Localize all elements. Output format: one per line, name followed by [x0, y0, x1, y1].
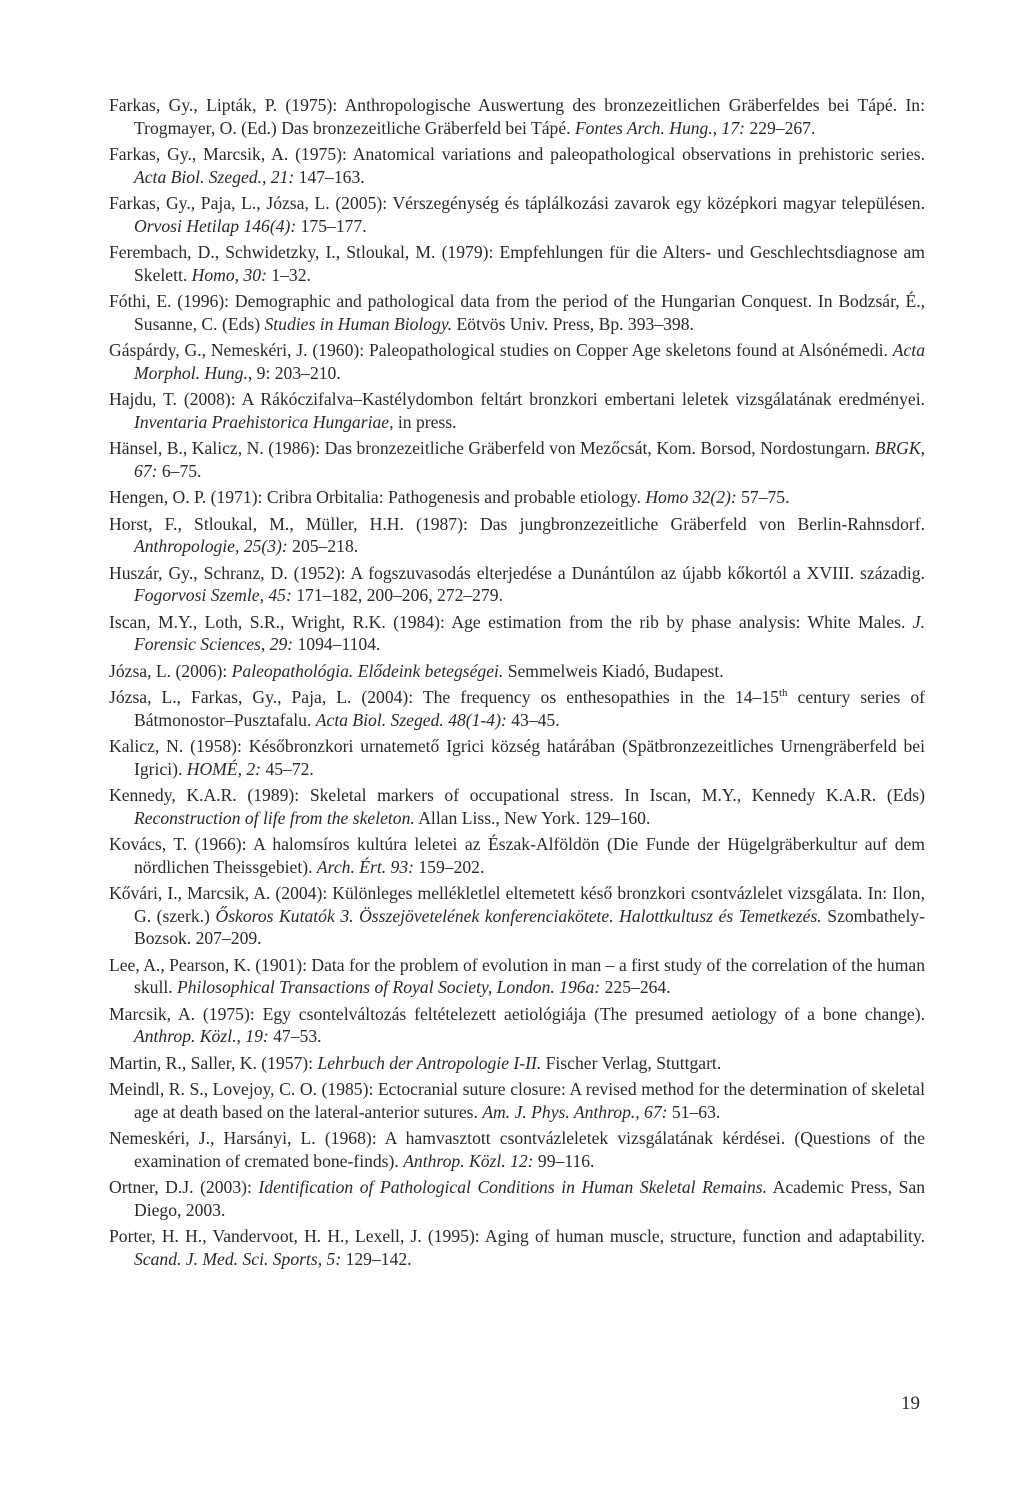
- reference-source: Fogorvosi Szemle, 45:: [134, 585, 292, 605]
- reference-source: Anthropologie, 25(3):: [134, 536, 288, 556]
- reference-text: Farkas, Gy., Paja, L., Józsa, L. (2005): Vérszegénység és táplálkozási zavarok egy középkori magyar településen.: [109, 193, 925, 213]
- reference-text: Eötvös Univ. Press, Bp. 393–398.: [452, 313, 694, 334]
- reference-text: 171–182, 200–206, 272–279.: [291, 585, 503, 605]
- reference-source: Reconstruction of life from the skeleton.: [134, 807, 415, 828]
- reference-text: Iscan, M.Y., Loth, S.R., Wright, R.K. (1984): Age estimation from the rib by phase analysis: White Males.: [109, 611, 913, 632]
- reference-text: Martin, R., Saller, K. (1957):: [109, 1052, 318, 1073]
- reference-text: Huszár, Gy., Schranz, D. (1952): A fogszuvasodás elterjedése a Dunántúlon az újabb kőkortól a XVIII. századig.: [109, 562, 925, 583]
- reference-source: J. Forensic Sciences, 29:: [134, 611, 925, 654]
- reference-text: Marcsik, A. (1975): Egy csontelváltozás feltételezett aetiológiája (The presumed aetiology of a bone change).: [109, 1003, 925, 1024]
- reference-text: Nemeskéri, J., Harsányi, L. (1968): A hamvasztott csontvázleletek vizsgálatának kérdései. (Questions of the examination of cremated bone-finds).: [109, 1128, 925, 1171]
- reference-entry: [109, 1176, 925, 1221]
- reference-text: 205–218.: [287, 536, 359, 556]
- reference-text: Kalicz, N. (1958): Későbronzkori urnatemető Igrici község határában (Spätbronzezeitliches Urnengräberfeld bei Igrici).: [109, 736, 925, 779]
- reference-entry: [109, 241, 925, 286]
- reference-text: Horst, F., Stloukal, M., Müller, H.H. (1987): Das jungbronzezeitliche Gräberfeld von Berlin-Rahnsdorf.: [109, 513, 925, 534]
- reference-entry: [109, 513, 925, 558]
- reference-source: Acta Morphol. Hung.: [134, 340, 925, 383]
- reference-text: 1094–1104.: [293, 634, 381, 654]
- reference-entry: [109, 143, 925, 188]
- reference-source: BRGK, 67:: [134, 438, 925, 481]
- reference-entry: [109, 290, 925, 335]
- reference-source: Inventaria Praehistorica Hungariae,: [134, 411, 394, 432]
- reference-text: Hengen, O. P. (1971): Cribra Orbitalia: Pathogenesis and probable etiology.: [109, 487, 646, 507]
- reference-source: Fontes Arch. Hung., 17:: [574, 117, 745, 138]
- reference-text: 51–63.: [667, 1101, 721, 1122]
- reference-text: Józsa, L., Farkas, Gy., Paja, L. (2004): The frequency os enthesopathies in the 14–15: [109, 687, 779, 707]
- reference-entry: [109, 192, 925, 237]
- reference-text: Hänsel, B., Kalicz, N. (1986): Das bronzezeitliche Gräberfeld von Mezőcsát, Kom. Borsod, Nordostungarn.: [109, 438, 875, 458]
- reference-source: Arch. Ért. 93:: [316, 856, 414, 877]
- reference-list: [109, 94, 925, 1274]
- reference-text: 45–72.: [261, 758, 314, 779]
- reference-entry: [109, 1052, 925, 1075]
- reference-source: HOMÉ, 2:: [186, 758, 262, 779]
- reference-text: 43–45.: [506, 709, 560, 730]
- reference-source: Homo, 30:: [191, 264, 267, 285]
- reference-text: Fischer Verlag, Stuttgart.: [541, 1052, 722, 1073]
- reference-text: Meindl, R. S., Lovejoy, C. O. (1985): Ectocranial suture closure: A revised method for the determination of skeletal age at death based on the lateral-anterior sutures.: [109, 1079, 925, 1122]
- reference-entry: [109, 1225, 925, 1270]
- reference-text: Kovács, T. (1966): A halomsíros kultúra leletei az Észak-Alföldön (Die Funde der Hügelgräberkultur auf dem nördlichen Theissgebiet).: [109, 834, 925, 877]
- reference-text: Semmelweis Kiadó, Budapest.: [503, 660, 724, 681]
- reference-text: Ortner, D.J. (2003):: [109, 1177, 259, 1197]
- reference-text: 47–53.: [268, 1026, 322, 1046]
- reference-entry: [109, 486, 925, 509]
- reference-entry: [109, 1127, 925, 1172]
- reference-source: Acta Biol. Szeged., 21:: [134, 166, 295, 187]
- reference-text: 159–202.: [413, 856, 485, 877]
- page-number: 19: [901, 1393, 920, 1414]
- reference-text: Ferembach, D., Schwidetzky, I., Stloukal, M. (1979): Empfehlungen für die Alters- und Geschlechtsdiagnose am Skelett.: [109, 242, 925, 285]
- reference-text: 99–116.: [533, 1150, 595, 1171]
- reference-source: Studies in Human Biology.: [264, 313, 453, 334]
- reference-text: 57–75.: [736, 487, 790, 507]
- reference-entry: [109, 94, 925, 139]
- reference-source: Identification of Pathological Conditions in Human Skeletal Remains.: [258, 1177, 768, 1197]
- reference-text: Szombathely-Bozsok. 207–209.: [134, 905, 926, 948]
- reference-source: Lehrbuch der Antropologie I-II.: [317, 1052, 542, 1073]
- reference-text: 147–163.: [294, 166, 365, 187]
- reference-text: Gáspárdy, G., Nemeskéri, J. (1960): Paleopathological studies on Copper Age skeletons found at Alsónémedi.: [109, 340, 893, 360]
- reference-text: Kővári, I., Marcsik, A. (2004): Különleges mellékletlel eltemetett késő bronzkori csontvázlelet vizsgálata. In: Ilon, G. (szerk.): [109, 883, 925, 926]
- reference-source: Anthrop. Közl. 12:: [403, 1150, 534, 1171]
- reference-entry: [109, 833, 925, 878]
- reference-source: Anthrop. Közl., 19:: [134, 1026, 269, 1046]
- reference-text: 229–267.: [745, 117, 816, 138]
- reference-source: Philosophical Transactions of Royal Society, London. 196a:: [177, 977, 601, 997]
- reference-source: Scand. J. Med. Sci. Sports, 5:: [134, 1248, 342, 1269]
- reference-entry: [109, 388, 925, 433]
- reference-text: 1–32.: [266, 264, 311, 285]
- reference-text: Farkas, Gy., Marcsik, A. (1975): Anatomical variations and paleopathological observations in prehistoric series.: [109, 144, 925, 164]
- reference-source: Paleopathológia. Elődeink betegségei.: [231, 660, 504, 681]
- reference-source: Őskoros Kutatók 3. Összejövetelének konferenciakötete. Halottkultusz és Temetkezés.: [215, 905, 822, 926]
- reference-text: 129–142.: [341, 1248, 412, 1269]
- reference-entry: [109, 562, 925, 607]
- reference-text: , 9: 203–210.: [247, 362, 341, 383]
- reference-text: Hajdu, T. (2008): A Rákóczifalva–Kastélydombon feltárt bronzkori embertani leletek vizsgálatának eredményei.: [109, 389, 925, 409]
- reference-entry: [109, 611, 925, 656]
- reference-superscript: th: [778, 687, 788, 700]
- reference-text: Lee, A., Pearson, K. (1901): Data for the problem of evolution in man – a first study of the correlation of the human skull.: [109, 954, 925, 997]
- reference-text: in press.: [393, 411, 457, 432]
- reference-entry: [109, 660, 925, 683]
- reference-entry: [109, 882, 925, 950]
- reference-entry: [109, 1003, 925, 1048]
- reference-text: Allan Liss., New York. 129–160.: [414, 807, 651, 828]
- reference-entry: [109, 954, 925, 999]
- reference-text: Farkas, Gy., Lipták, P. (1975): Anthropologische Auswertung des bronzezeitlichen Gräberfeldes bei Tápé. In: Trogmayer, O. (Ed.) Das bronzezeitliche Gräberfeld bei Tápé.: [109, 95, 925, 138]
- reference-text: 175–177.: [296, 215, 367, 236]
- reference-text: Kennedy, K.A.R. (1989): Skeletal markers of occupational stress. In Iscan, M.Y., Kennedy K.A.R. (Eds): [109, 785, 925, 805]
- reference-text: Academic Press, San Diego, 2003.: [134, 1177, 925, 1220]
- reference-text: 6–75.: [157, 460, 202, 481]
- reference-source: Am. J. Phys. Anthrop., 67:: [482, 1101, 668, 1122]
- reference-source: Orvosi Hetilap 146(4):: [134, 215, 297, 236]
- reference-entry: [109, 784, 925, 829]
- reference-source: Acta Biol. Szeged. 48(1-4):: [315, 709, 507, 730]
- reference-entry: [109, 735, 925, 780]
- reference-text: Fóthi, E. (1996): Demographic and pathological data from the period of the Hungarian Conquest. In Bodzsár, É., Susanne, C. (Eds): [109, 291, 925, 334]
- reference-entry: [109, 1078, 925, 1123]
- reference-text: Józsa, L. (2006):: [109, 660, 232, 681]
- reference-text: century series of Bátmonostor–Pusztafalu.: [134, 687, 925, 730]
- reference-entry: [109, 686, 925, 731]
- reference-entry: [109, 339, 925, 384]
- reference-text: 225–264.: [600, 977, 671, 997]
- reference-source: Homo 32(2):: [645, 487, 737, 507]
- reference-text: Porter, H. H., Vandervoot, H. H., Lexell, J. (1995): Aging of human muscle, structure, function and adaptability.: [109, 1226, 925, 1246]
- reference-entry: [109, 437, 925, 482]
